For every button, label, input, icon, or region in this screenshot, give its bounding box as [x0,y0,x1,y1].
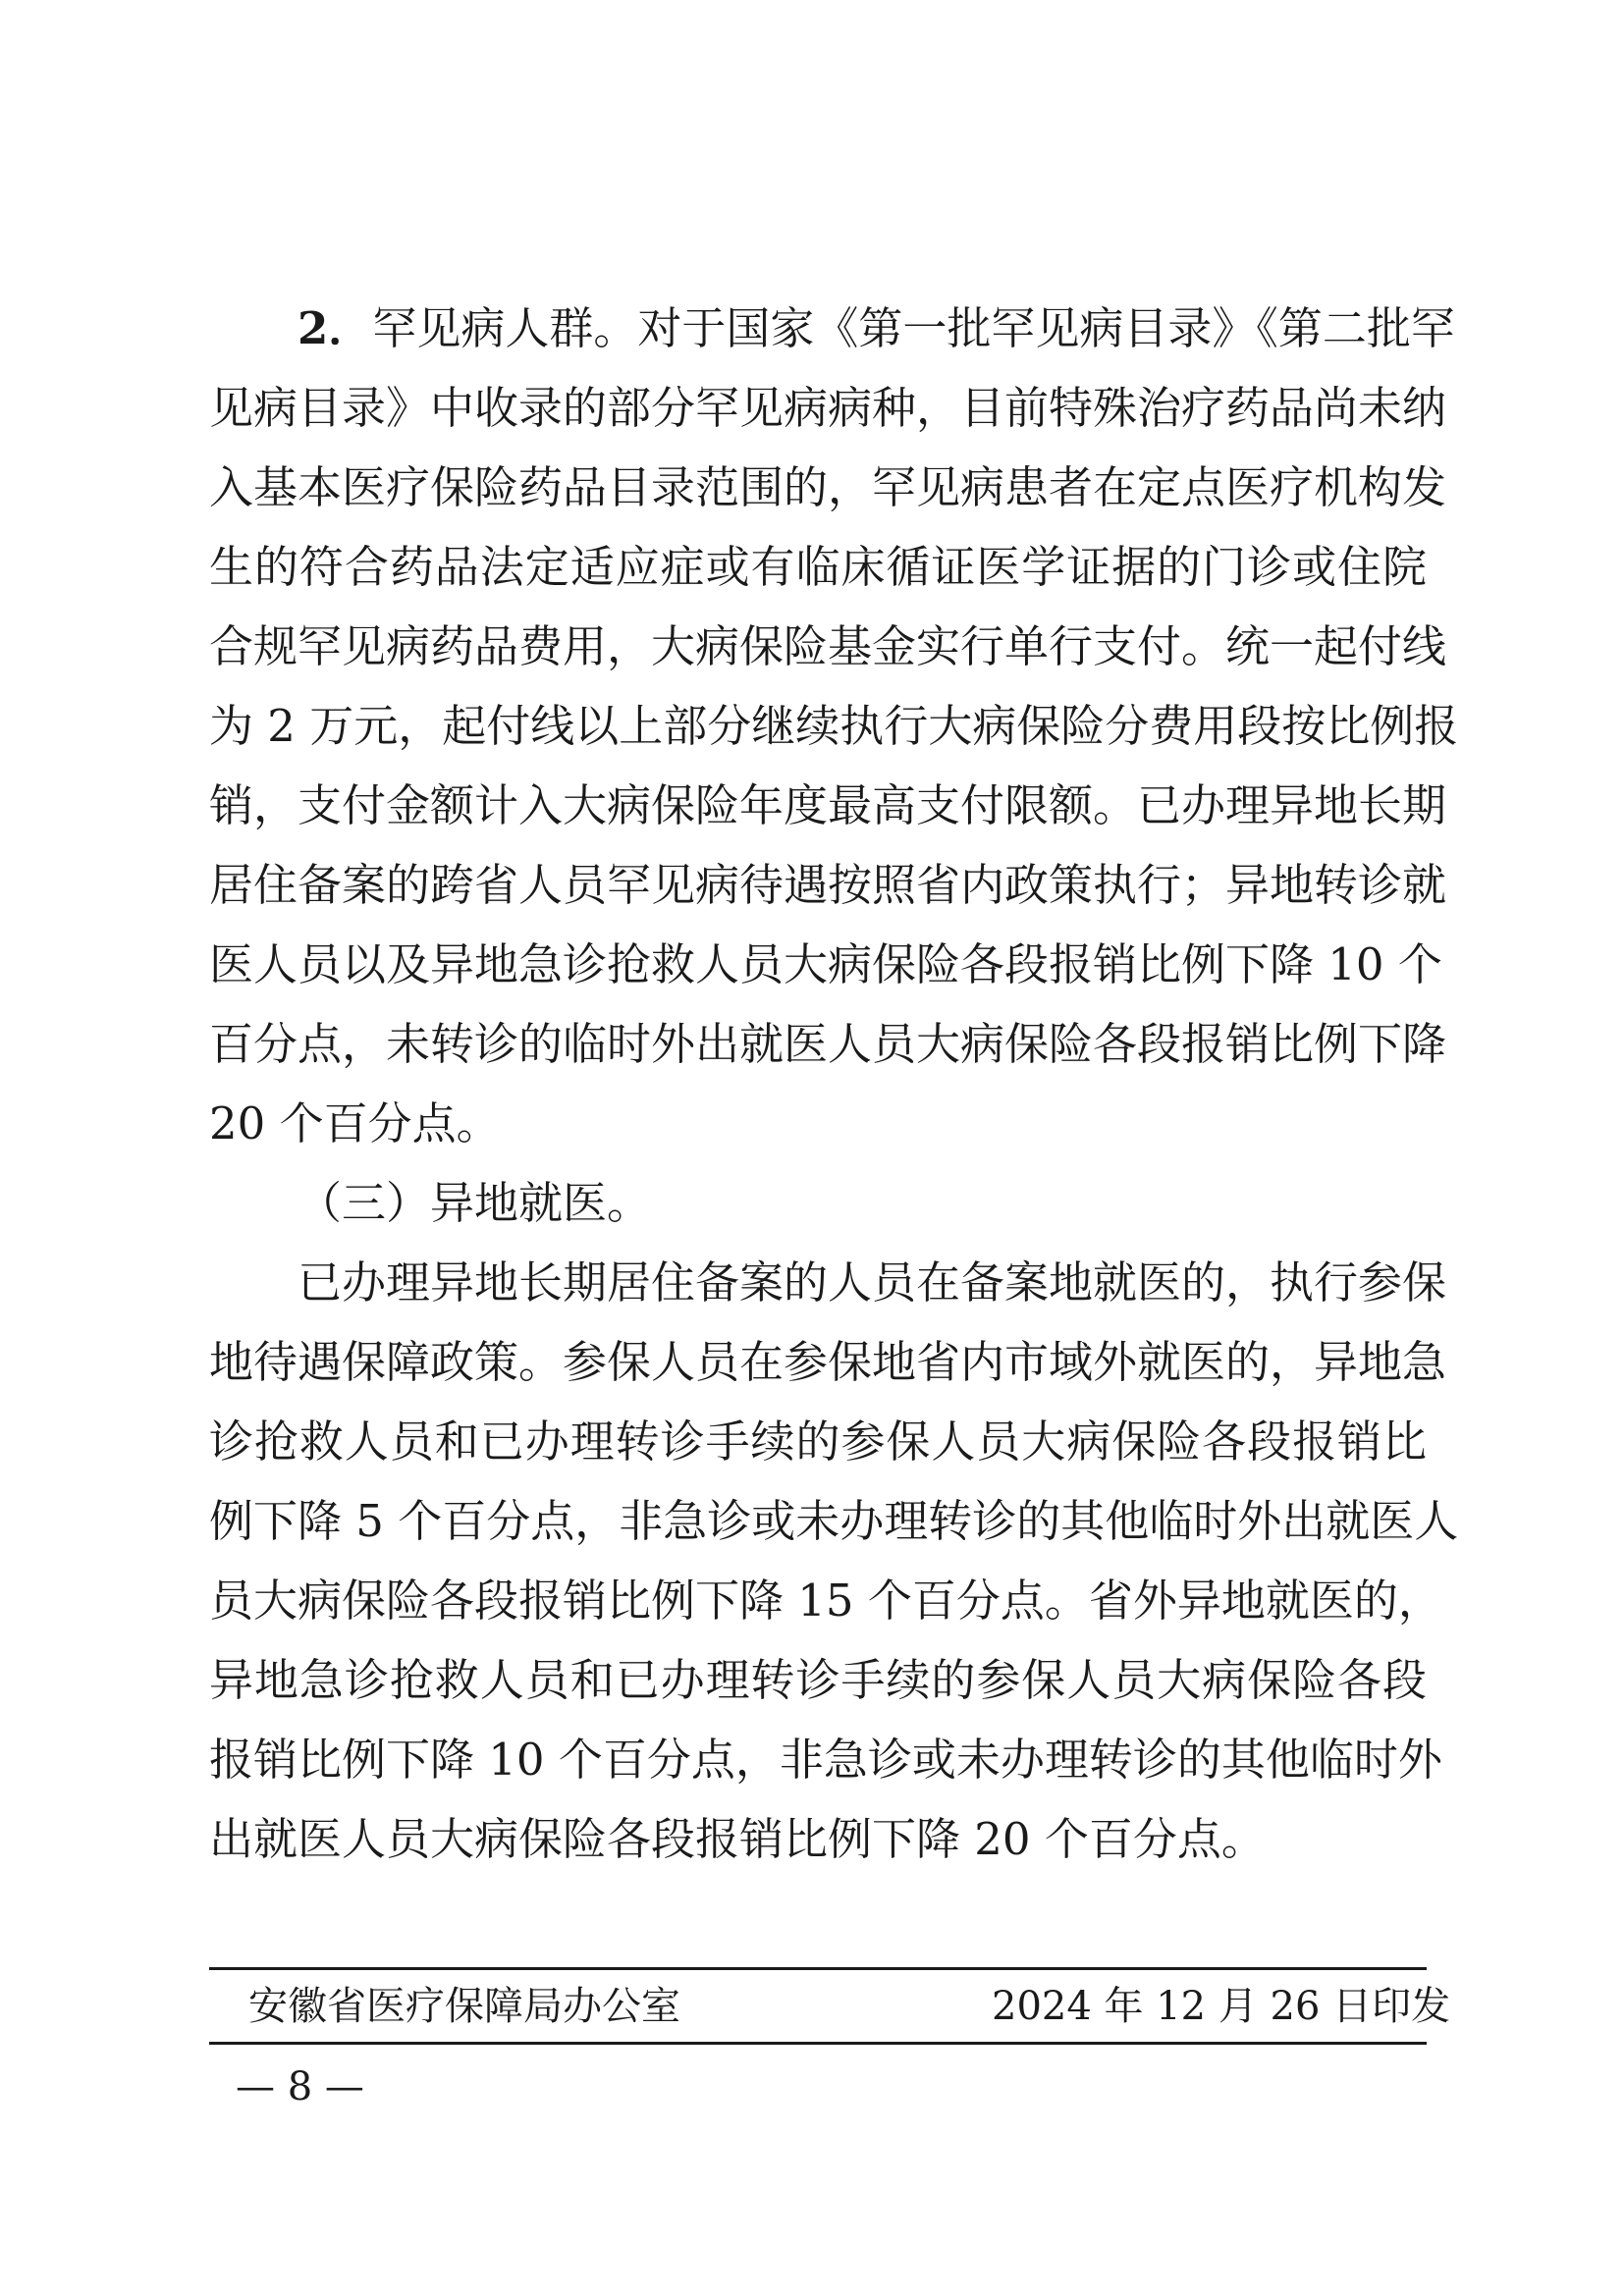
rare-disease-line-2: 见病目录》中收录的部分罕见病病种，目前特殊治疗药品尚未纳 [209,382,1447,434]
issue-date: 2024 年 12 月 26 日印发 [992,1984,1451,2029]
page-number: — 8 — [236,2064,364,2109]
issuer-name: 安徽省医疗保障局办公室 [248,1984,680,2029]
rare-disease-line-10: 百分点，未转诊的临时外出就医人员大病保险各段报销比例下降 [209,1018,1447,1070]
rare-disease-line-4: 生的符合药品法定适应症或有临床循证医学证据的门诊或住院 [209,541,1427,593]
rare-disease-line-3: 入基本医疗保险药品目录范围的，罕见病患者在定点医疗机构发 [209,461,1447,513]
rare-disease-line-7: 销，支付金额计入大病保险年度最高支付限额。已办理异地长期 [209,779,1447,831]
rare-disease-heading-number: 2． [298,302,373,354]
footer-bottom-rule [209,2042,1427,2045]
offsite-line-6: 异地急诊抢救人员和已办理转诊手续的参保人员大病保险各段 [209,1654,1427,1706]
offsite-line-5: 员大病保险各段报销比例下降 15 个百分点。省外异地就医的， [209,1575,1442,1627]
rare-disease-line-1 [209,299,1455,358]
offsite-heading: （三）异地就医。 [298,1177,652,1229]
rare-disease-text: 对于国家《第一批罕见病目录》《第二批罕 [637,302,1455,354]
rare-disease-heading-title: 罕见病人群。 [372,302,638,354]
offsite-line-1: 已办理异地长期居住备案的人员在备案地就医的，执行参保 [298,1256,1447,1308]
footer-top-rule [209,1967,1427,1970]
offsite-line-8: 出就医人员大病保险各段报销比例下降 20 个百分点。 [209,1813,1266,1865]
rare-disease-line-8: 居住备案的跨省人员罕见病待遇按照省内政策执行；异地转诊就 [209,859,1447,911]
rare-disease-line-11: 20 个百分点。 [209,1097,501,1149]
rare-disease-line-6: 为 2 万元，起付线以上部分继续执行大病保险分费用段按比例报 [209,700,1459,752]
offsite-line-2: 地待遇保障政策。参保人员在参保地省内市域外就医的，异地急 [209,1336,1447,1388]
rare-disease-line-9: 医人员以及异地急诊抢救人员大病保险各段报销比例下降 10 个 [209,938,1442,990]
offsite-line-7: 报销比例下降 10 个百分点，非急诊或未办理转诊的其他临时外 [209,1734,1442,1786]
rare-disease-line-5: 合规罕见病药品费用，大病保险基金实行单行支付。统一起付线 [209,620,1447,672]
offsite-line-3: 诊抢救人员和已办理转诊手续的参保人员大病保险各段报销比 [209,1415,1427,1468]
offsite-line-4: 例下降 5 个百分点，非急诊或未办理转诊的其他临时外出就医人 [209,1495,1459,1547]
